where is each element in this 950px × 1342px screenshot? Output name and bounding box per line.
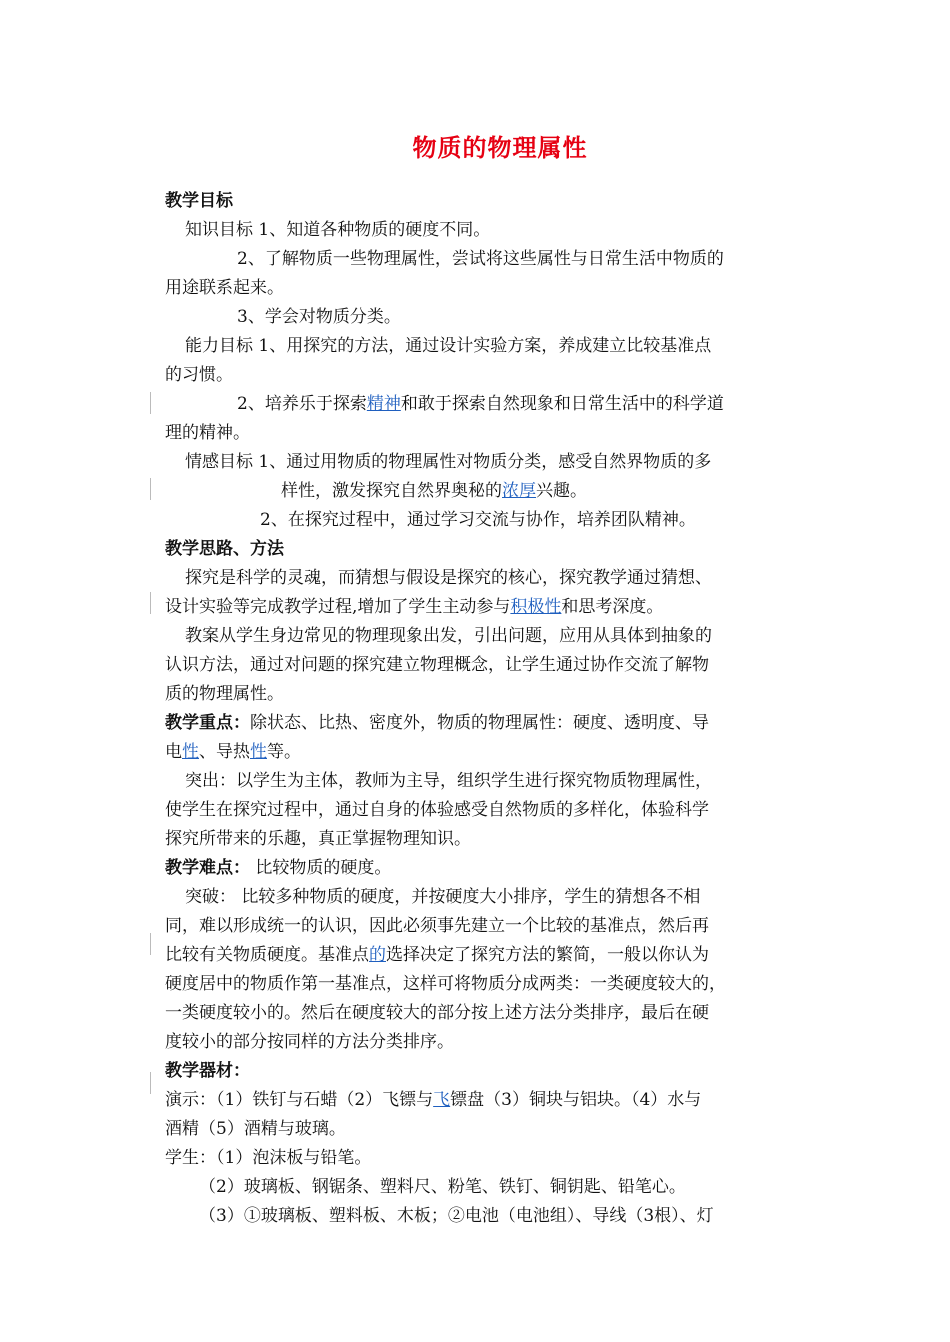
paragraph	[165, 709, 790, 738]
paragraph	[165, 738, 790, 767]
paragraph: 探究是科学的灵魂，而猜想与假设是探究的核心，探究教学通过猜想、	[185, 568, 712, 588]
paragraph: （3）①玻璃板、塑料板、木板；②电池（电池组）、导线（3根）、灯	[199, 1206, 714, 1226]
section-heading-goals: 教学目标	[165, 191, 233, 211]
revision-mark	[150, 1072, 151, 1094]
text: 比较物质的硬度。	[250, 858, 392, 878]
text: 电	[165, 742, 182, 762]
hyperlink-fei[interactable]: 飞	[433, 1090, 451, 1110]
paragraph: 酒精（5）酒精与玻璃。	[165, 1119, 346, 1139]
text: 、导热	[199, 742, 250, 762]
text: 除状态、比热、密度外，物质的物理属性：硬度、透明度、导	[250, 713, 709, 733]
text: 镖盘（3）铜块与铝块。（4）水与	[450, 1090, 702, 1110]
hyperlink-jingshen[interactable]: 精神	[366, 394, 401, 414]
revision-mark	[150, 933, 151, 955]
paragraph	[165, 593, 790, 622]
revision-mark	[150, 392, 151, 414]
section-heading-equipment: 教学器材：	[165, 1061, 250, 1081]
text: 比较有关物质硬度。基准点	[165, 945, 369, 965]
paragraph: 同，难以形成统一的认识，因此必须事先建立一个比较的基准点，然后再	[165, 916, 709, 936]
section-heading-focus: 教学重点：	[165, 713, 250, 733]
paragraph: 能力目标 1、用探究的方法，通过设计实验方案，养成建立比较基准点	[185, 336, 712, 356]
paragraph: 使学生在探究过程中，通过自身的体验感受自然物质的多样化，体验科学	[165, 800, 709, 820]
document-body	[165, 187, 790, 1231]
paragraph: 2、在探究过程中，通过学习交流与协作，培养团队精神。	[260, 510, 696, 530]
paragraph: 理的精神。	[165, 423, 250, 443]
revision-mark	[150, 478, 151, 500]
paragraph: 情感目标 1、通过用物质的物理属性对物质分类，感受自然界物质的多	[185, 452, 712, 472]
hyperlink-xing[interactable]: 性	[250, 742, 267, 762]
text: 等。	[267, 742, 301, 762]
hyperlink-xing[interactable]: 性	[182, 742, 199, 762]
paragraph: 突出：以学生为主体，教师为主导，组织学生进行探究物质物理属性，	[185, 771, 712, 791]
paragraph: 认识方法，通过对问题的探究建立物理概念，让学生通过协作交流了解物	[165, 655, 709, 675]
text: 演示：（1）铁钉与石蜡（2）飞镖与	[165, 1090, 434, 1110]
text: 2、培养乐于探索	[237, 394, 367, 414]
paragraph: 度较小的部分按同样的方法分类排序。	[165, 1032, 454, 1052]
revision-mark	[150, 592, 151, 614]
text: 和思考深度。	[561, 597, 664, 617]
paragraph: 3、学会对物质分类。	[237, 307, 401, 327]
paragraph	[165, 390, 790, 419]
paragraph: 探究所带来的乐趣，真正掌握物理知识。	[165, 829, 471, 849]
hyperlink-jijixing[interactable]: 积极性	[510, 597, 562, 617]
paragraph: 的习惯。	[165, 365, 233, 385]
section-heading-method: 教学思路、方法	[165, 539, 284, 559]
paragraph: 教案从学生身边常见的物理现象出发，引出问题，应用从具体到抽象的	[185, 626, 712, 646]
paragraph	[165, 1086, 790, 1115]
paragraph: 硬度居中的物质作第一基准点，这样可将物质分成两类：一类硬度较大的，	[165, 974, 726, 994]
text: 选择决定了探究方法的繁简，一般以你认为	[386, 945, 709, 965]
document-title: 物质的物理属性	[412, 134, 588, 162]
hyperlink-de[interactable]: 的	[369, 945, 386, 965]
paragraph: 学生：（1）泡沫板与铅笔。	[165, 1148, 372, 1168]
hyperlink-nonghou[interactable]: 浓厚	[502, 481, 536, 501]
paragraph	[165, 941, 790, 970]
paragraph: 2、了解物质一些物理属性，尝试将这些属性与日常生活中物质的	[237, 249, 724, 269]
paragraph	[165, 854, 790, 883]
paragraph	[165, 477, 790, 506]
paragraph: 质的物理属性。	[165, 684, 284, 704]
paragraph: 用途联系起来。	[165, 278, 284, 298]
paragraph: （2）玻璃板、钢锯条、塑料尺、粉笔、铁钉、铜钥匙、铅笔心。	[199, 1177, 686, 1197]
paragraph: 一类硬度较小的。然后在硬度较大的部分按上述方法分类排序，最后在硬	[165, 1003, 709, 1023]
text: 和敢于探索自然现象和日常生活中的科学道	[400, 394, 724, 414]
paragraph: 突破： 比较多种物质的硬度，并按硬度大小排序，学生的猜想各不相	[185, 887, 701, 907]
text: 样性，激发探究自然界奥秘的	[281, 481, 502, 501]
section-heading-difficulty: 教学难点：	[165, 858, 250, 878]
paragraph: 知识目标 1、知道各种物质的硬度不同。	[185, 220, 491, 240]
text: 设计实验等完成教学过程,增加了学生主动参与	[165, 597, 511, 617]
text: 兴趣。	[536, 481, 587, 501]
